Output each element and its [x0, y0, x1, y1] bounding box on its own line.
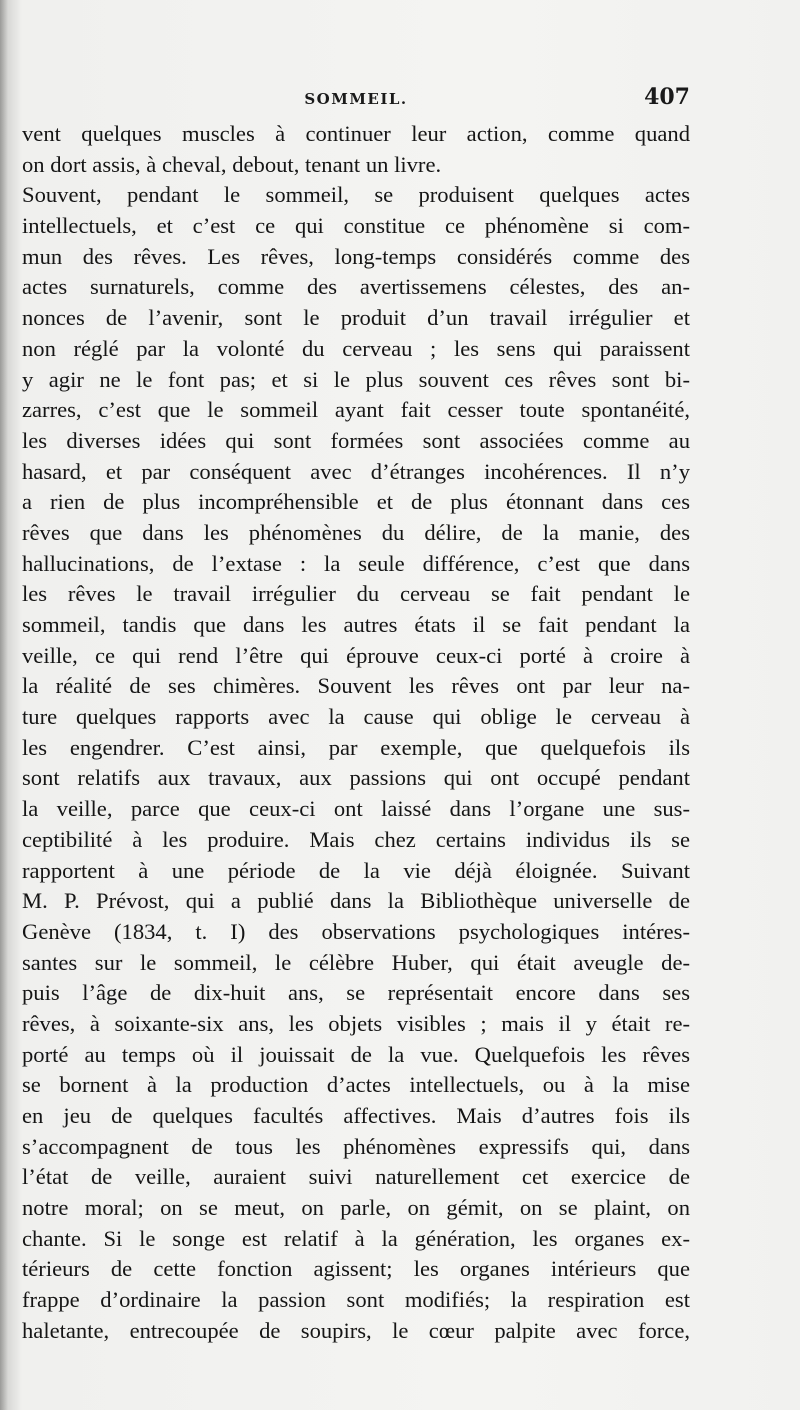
text-line: s’accompagnent de tous les phénomènes expressifs qui, dans — [22, 1133, 690, 1159]
text-line: mun des rêves. Les rêves, long-temps considérés comme des — [22, 243, 690, 269]
text-line: veille, ce qui rend l’être qui éprouve ceux-ci porté à croire à — [22, 642, 690, 668]
text-line: actes surnaturels, comme des avertissemens célestes, des an- — [22, 274, 690, 300]
text-line: zarres, c’est que le sommeil ayant fait cesser toute spontanéité, — [22, 397, 690, 423]
text-line: hallucinations, de l’extase : la seule différence, c’est que dans — [22, 550, 690, 576]
text-line: a rien de plus incompréhensible et de plus étonnant dans ces — [22, 489, 690, 515]
text-line: Genève (1834, t. I) des observations psychologiques intéres- — [22, 918, 690, 944]
text-line: rêves, à soixante-six ans, les objets visibles ; mais il y était re- — [22, 1010, 690, 1036]
text-line: en jeu de quelques facultés affectives. Mais d’autres fois ils — [22, 1103, 690, 1128]
body-text — [22, 119, 690, 1347]
text-line: ture quelques rapports avec la cause qui oblige le cerveau à — [22, 704, 690, 730]
text-line: la veille, parce que ceux-ci ont laissé dans l’organe une sus- — [22, 796, 690, 822]
text-line: sont relatifs aux travaux, aux passions qui ont occupé pendant — [22, 765, 690, 791]
text-line: la réalité de ses chimères. Souvent les rêves ont par leur na- — [22, 673, 690, 699]
text-line: Souvent, pendant le sommeil, se produisent quelques actes — [22, 182, 690, 208]
text-line: intellectuels, et c’est ce qui constitue ce phénomène si com- — [22, 213, 690, 239]
text-line: nonces de l’avenir, sont le produit d’un travail irrégulier et — [22, 305, 690, 331]
text-line: santes sur le sommeil, le célèbre Huber, qui était aveugle de- — [22, 949, 690, 975]
text-line: l’état de veille, auraient suivi naturellement cet exercice de — [22, 1164, 690, 1190]
text-line: puis l’âge de dix-huit ans, se représentait encore dans ses — [22, 980, 690, 1006]
text-line: les diverses idées qui sont formées sont associées comme au — [22, 427, 690, 453]
page-number: 407 — [644, 84, 690, 110]
text-line: porté au temps où il jouissait de la vue. Quelquefois les rêves — [22, 1041, 690, 1067]
text-line: haletante, entrecoupée de soupirs, le cœur palpite avec force, — [22, 1317, 690, 1343]
text-line: chante. Si le songe est relatif à la génération, les organes ex- — [22, 1225, 690, 1251]
text-line: rapportent à une période de la vie déjà éloignée. Suivant — [22, 857, 690, 883]
text-line: se bornent à la production d’actes intellectuels, ou à la mise — [22, 1072, 690, 1098]
text-line: ceptibilité à les produire. Mais chez certains individus ils se — [22, 826, 690, 852]
running-head: SOMMEIL. — [304, 90, 408, 108]
text-line: térieurs de cette fonction agissent; les organes intérieurs que — [22, 1256, 690, 1282]
text-line: les engendrer. C’est ainsi, par exemple, que quelquefois ils — [22, 734, 690, 760]
text-line: sommeil, tandis que dans les autres états il se fait pendant la — [22, 612, 690, 637]
text-line: y agir ne le font pas; et si le plus souvent ces rêves sont bi- — [22, 366, 690, 392]
text-line: frappe d’ordinaire la passion sont modifiés; la respiration est — [22, 1287, 690, 1313]
text-line: M. P. Prévost, qui a publié dans la Bibliothèque universelle de — [22, 888, 690, 914]
text-line: rêves que dans les phénomènes du délire, de la manie, des — [22, 519, 690, 545]
text-line: non réglé par la volonté du cerveau ; les sens qui paraissent — [22, 335, 690, 361]
text-line: vent quelques muscles à continuer leur action, comme quand — [22, 121, 690, 146]
text-line: les rêves le travail irrégulier du cerveau se fait pendant le — [22, 581, 690, 607]
text-line: on dort assis, à cheval, debout, tenant un livre. — [22, 151, 442, 177]
text-line: hasard, et par conséquent avec d’étranges incohérences. Il n’y — [22, 458, 690, 484]
page-header — [22, 84, 690, 114]
text-line: notre moral; on se meut, on parle, on gémit, on se plaint, on — [22, 1195, 690, 1221]
